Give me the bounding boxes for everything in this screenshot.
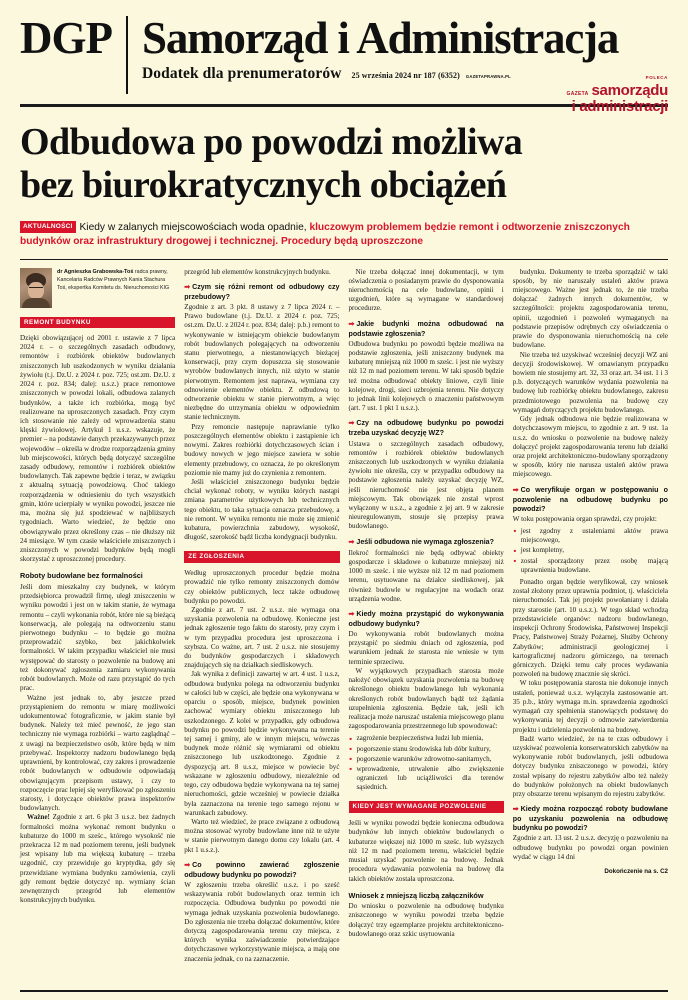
promo-small-label: GAZETA [566, 90, 589, 97]
list-item: ■ pogorszenie stanu środowiska lub dóbr kultury, [357, 745, 504, 754]
question-heading [349, 610, 504, 629]
section-bar-ze-zgloszenia: ZE ZGŁOSZENIA [184, 551, 339, 564]
paragraph: Odbudowa budynku po powodzi będzie możliwa na podstawie zgłoszenia, jeśli zniszczony budynek ma kubaturę mniejszą niż 1000 m sześc. i jest nie wyższy niż 12 m nad poziomem terenu. W taki sposób będzie też można odbudować obiekty liniowe, czyli linie kolejowe, drogi, sieci uzbrojenia terenu. Nie dotyczy to jednak linii kolejowych o znaczeniu państwowym (art. 7 ust. 1 pkt 1 u.s.z.). [348, 339, 504, 413]
avatar-body [22, 298, 50, 308]
continuation-note: Dokończenie na s. C2 [604, 868, 668, 876]
column-3 [349, 268, 504, 980]
promo-kicker: POLECA [645, 75, 668, 80]
important-label: Ważne! [27, 813, 50, 822]
arrow-icon: ➡ [184, 283, 191, 291]
paragraph: Zgodnie z art. 7 ust. 2 u.s.z. nie wymaga ona uzyskania pozwolenia na odbudowę. Konieczne jest jednak zgłoszenie tego faktu do starosty, przy czym i w tym przypadku procedura jest uproszczona i szybsza. Co ważne, art. 7 ust. 2 u.s.z. nie stosujemy do budynków gospodarczych i składowych znajdujących się na działkach siedliskowych. [184, 605, 340, 670]
paragraph: Zgodnie z art. 13 ust. 2 u.s.z. decyzję o pozwoleniu na odbudowę budynku po powodzi organ powinien wydać w ciągu 14 dni [512, 834, 668, 861]
column-4-body [513, 268, 668, 877]
paragraph: Przy remoncie następuje naprawianie tylko poszczególnych elementów obiektu i zastąpienie ich nowymi. Zakres rozbiórki dotychczasowych ścian i budowy nowych w jego miejsce zawiera w sobie elementy przebudowy, co oznacza, że po określonym poziomie nie mamy już do czynienia z remontem. [184, 422, 340, 477]
author-role: radca prawny, Kancelaria Radców Prawnych Kania Stachura Toś, ekspertka Komitetu ds. Nieruchomości KIG [57, 268, 170, 291]
column-2-body [184, 268, 339, 964]
paragraph: Jeśli w wyniku powodzi będzie konieczna odbudowa budynków lub innych obiektów budowlanych o kubaturze większej niż 1000 m sześc. lub wyższych niż 12 m nad poziomem terenu, właściciel będzie musiał uzyskać pozwolenie na budowę. Jednak procedura wydawania pozwolenia na budowę dla takich obiektów została uproszczona. [348, 819, 504, 883]
paragraph: Według uproszczonych procedur będzie można prowadzić nie tylko remonty zniszczonych domów czy obiektów publicznych, lecz także odbudowę budynku po powodzi. [184, 569, 340, 605]
question-text: Jakie budynki można odbudować na podstawie zgłoszenia? [348, 319, 504, 338]
paragraph: W toku postępowania starosta nie dokonuje innych ustaleń, ponieważ u.s.z. wyłączyła zastosowanie art. 35 p.b., który wymaga m.in. sprawdzenia zgodności wymagań czy spełnienia stanowiących podstawę do wykonywania tej decyzji o odmowie zatwierdzenia projektu i udzielenia pozwolenia na budowę. [512, 679, 668, 734]
lede-rule [20, 259, 668, 260]
question-text: Czym się różni remont od odbudowy czy przebudowy? [184, 282, 340, 301]
bullet-list [349, 734, 504, 792]
glasses-icon [29, 287, 43, 291]
paragraph: Gdy jednak odbudowa nie będzie realizowana w dotychczasowym miejscu, to zgodnie z art. 9 ust. 1a u.s.z. do wniosku o pozwolenie na budowę należy dołączyć projekt zagospodarowania terenu lub działki oraz projekt architektoniczno-budowlany sporządzony w sposób, który nie narusza ustaleń aktów prawa miejscowego. [512, 415, 668, 479]
brand-logo: DGP [20, 13, 112, 63]
section-bar-remont: REMONT BUDYNKU [20, 317, 175, 328]
arrow-icon: ➡ [512, 806, 519, 814]
article-columns [20, 268, 668, 980]
lede-red-text: kluczowym problemem będzie remont i odtworzenie zniszczonych budynków oraz infrastruktury drogowej i technicznej. Procedury będą uproszczone [20, 221, 630, 248]
column-2 [184, 268, 339, 980]
paragraph: Do wykonywania robót budowlanych można przystąpić po siedmiu dniach od zgłoszenia, pod warunkiem jednak że starosta nie wniesie w tym terminie sprzeciwu. [348, 629, 504, 666]
lede-black-text: Kiedy w zalanych miejscowościach woda opadnie, [79, 221, 307, 233]
promo-line-2: i administracji [571, 98, 668, 116]
arrow-icon: ➡ [348, 320, 355, 328]
author-name: dr Agnieszka Grabowska-Toś [57, 268, 134, 275]
question-text: Czy na odbudowę budynku po powodzi trzeba uzyskać decyzję WZ? [348, 419, 504, 438]
paragraph: Dzięki obowiązującej od 2001 r. ustawie z 7 lipca 2024 r. – o szczególnych zasadach odbudowy, remontów i rozbiórek obiektów budowlanych zniszczonych lub uszkodzonych w wyniku działania żywiołu (t.j. Dz.U. z 2024 r. poz. 725; ost.zm. Dz.U. z 2024 r. poz. 834; dalej: u.s.z.) prace remontowe zniszczonych w powodzi lokali, odbudowa zalanych budynków, a także ich rozbiórka, mogą być realizowane na uproszczonych zasadach. Przy czym ich stosowanie nie zależy od wprowadzenia stanu klęski żywiołowej. Artykuł 1 u.s.z. wskazuje, że premier – na podstawie danych przekazywanych przez wojewodów – określa w drodze rozporządzenia gminy lub miejscowości, których będą dotyczyć szczególne zasady odbudowy, remontów i rozbiórek obiektów budowlanych. Tak zapewne będzie i teraz, w związku z aktualną sytuacją powodziową. Choć takiego rozporządzenia w odniesieniu do tych wszystkich gmin, które ucierpiały w wyniku powodzi, jeszcze nie ma, można się już spodziewać w najbliższych tygodniach. Warto wiedzieć, że będzie ono obowiązywało przez określony czas – nie dłuższy niż 24 miesiące. W tym czasie właściciele zniszczonych i zniszczonych w powodzi budynków będą mogli skorzystać z uproszczonej procedury. [20, 333, 176, 564]
paragraph-text: Zgodnie z art. 6 pkt 3 u.s.z. bez żadnych formalności można wykonać remont budynku o kubaturze do 1000 m sześc., którego wysokość nie przekracza 12 m nad poziomem terenu, jeśli budynek jest wpisany lub ma większą kubaturę – trzeba uzgodnić, czy przewiduje go kryptydka, gdy się przewidziane wymiana budynku zamówienia, czyli gdy remont będzie dotyczyć np. wymiany ścian zewnętrznych przegród lub elementów konstrukcyjnych budynku. [20, 813, 176, 905]
question-heading [184, 861, 339, 880]
site-url: GAZETAPRAWNA.PL [465, 74, 511, 79]
paragraph: Badź warto wiedzieć, że na te czas odbudowy i uzyskiwać pozwolenia konserwatorskich zabytków na wykonywanie robót budowlanych, jeśli odbudowa dotyczy budynku zniszczonego w powodzi, który został wpisany do rejestru zabytków albo też należy do budynków położonych na obiekt budowlanych przy obszarze terenu wpisanym do rejestru zabytków. [512, 734, 668, 799]
paragraph: Nie trzeba dołączać innej dokumentacji, w tym oświadczenia o posiadanym prawie do dysponowania nieruchomością na cele budowlane, opinii i uzgodnień, które są wymagane w standardowej procedurze. [348, 267, 504, 313]
question-heading [184, 283, 339, 302]
paragraph: Jeśli dom mieszkalny czy budynek, w którym przedsiębiorca prowadził firmę, uległ zniszczeniu w wyniku powodzi i jest on w takim stanie, że wymaga remontu – czyli wykonania robót, które nie są bieżącą konserwacją, ale polegają na odtworzeniu stanu pierwotnego budynku – to będzie go można przeprowadzić szybko, bez jakichkolwiek formalności. W takim przypadku właściciel nie musi występować do starosty o pozwolenie na budowę ani też dokonywać zgłoszenia zamiaru wykonywania robót budowlanych. Może od razu przystąpić do tych prac. [20, 582, 176, 693]
paragraph: Ponadto organ będzie weryfikował, czy wniosek został złożony przez uprawnia podmiot, tj. właściciela nieruchomości. Tak jej projekt powołaniany i działa przy starostie (art. 10 u.s.z.). W tego skład wchodzą przedstawiciele organów: nadzoru budowlanego, inspekcji Ochrony Środowiska, Państwowej Inspekcji Pracy, Państwowej Straży Pożarnej, Służby Ochrony Zabytków; administracji geologicznej i kartograficznej nadzoru górniczego, na terenach górniczych. Dzięki temu cały proces wydawania pozwoleń na budowę znacznie się skróci. [512, 578, 668, 679]
arrow-icon: ➡ [348, 538, 355, 546]
list-item: ■ pogorszenie warunków zdrowotno-sanitarnych, [357, 755, 504, 764]
question-heading [513, 486, 668, 514]
bullet-list [513, 527, 668, 575]
paragraph: W toku postępowania organ sprawdzi, czy projekt: [512, 514, 657, 523]
section-title: Samorząd i Administracja [142, 13, 619, 63]
question-text: Kiedy można rozpocząć roboty budowlane po uzyskaniu pozwolenia na odbudowę budynku po powodzi? [512, 805, 668, 833]
page-title [20, 121, 668, 208]
paragraph: W wyjątkowych przypadkach starosta może nałożyć obowiązek uzyskania pozwolenia na budowę określonego obiektu budowlanego lub wykonania określonych robót budowlanych bądź też żądania uzupełnienia zgłoszenia. Będzie tak, jeśli ich realizacja może naruszać ustalenia miejscowego planu zagospodarowania przestrzennego lub spowodować: [348, 666, 504, 731]
list-item: ■ wprowadzenie, utrwalenie albo zwiększenie ograniczeń lub uciążliwości dla terenów sąsiednich. [357, 765, 504, 793]
column-3-body [349, 268, 504, 940]
paragraph: Ilekroć formalności nie będą odbywać obiekty gospodarcze i składowe o kubaturze mniejszej niż 1000 m sześc. i nie wyższe niż 12 m nad poziomem terenu, usytuowane na działce siedliskowej, jak również budowle w regulacyjne na wodach oraz urządzenia wodne. [348, 548, 504, 603]
paragraph: Ważne jest jednak to, aby jeszcze przed przystąpieniem do remontu w miarę możliwości udokumentować fotograficznie, w jakim stanie był budynek. Należy też mieć pewność, że jego stan techniczny nie wymaga rozbiórki – warto zaglądnąć – z uwagi na bezpieczeństwo osób, które będą w nim przebywać. Inspektorzy nadzoru budowlanego będą uprawnieni, by kontrolować, czy zakres i prowadzenie robót budowlanych w odbudowie odpowiadają obowiązującym przepisom ustawy, i czy to rozpoczęcie prac lepiej się weryfikować po zgłoszeniu starosty, i dotyczące obiektów prawa inspektorów budowlanych. [20, 693, 176, 813]
page-bottom-rule [20, 990, 668, 993]
question-heading [349, 538, 504, 548]
promo-badge [567, 76, 668, 115]
column-1 [20, 268, 175, 980]
list-item: ■ został sporządzony przez osobę mającą uprawnienia budowlane. [521, 557, 668, 575]
category-tag: AKTUALNOŚCI [20, 221, 76, 233]
paragraph: Jeśli właściciel zniszczonego budynku będzie chciał wykonać roboty, w wyniku których nastąpi zmiana parametrów użytkowych lub technicznych tego obiektu, to taka sytuacja oznacza przebudowę, a nie remont. W wyniku remontu nie może się zmienić kubatura, powierzchnia zabudowy, wysokość, długość, szerokość bądź liczba kondygnacji budynku. [184, 478, 340, 542]
paragraph: Nie trzeba też uzyskiwać wcześniej decyzji WZ ani decyzji środowiskowej. W omawianym przypadku bowiem nie stosujemy art. 32, 33 oraz art. 34 ust. 1 i 3 p.b. dotyczących warunków wydania pozwolenia na budowę lub rozbiórkę obiektu budowlanego, zakresu przedmiotowego pozwolenia na budowę czy wymagań dotyczących projektu budowlanego. [512, 350, 668, 414]
paragraph: budynku. Dokumenty te trzeba sporządzić w taki sposób, by nie naruszały ustaleń aktów prawa miejscowego. Ważne jest jednak to, że nie trzeba dołączać żadnych innych dokumentów, w szczególności: projektu zagospodarowania terenu, opinii, uzgodnień i pozwoleń wymaganych na podstawie przepisów odrębnych czy oświadczenia o prawie do dysponowania nieruchomością na cele budowlane. [512, 267, 668, 350]
question-text: Kiedy można przystąpić do wykonywania odbudowy budynku? [348, 609, 504, 628]
paragraph: przegród lub elementów konstrukcyjnych budynku. [184, 267, 331, 276]
arrow-icon: ➡ [512, 486, 519, 494]
byline [20, 268, 175, 308]
list-item: ■ zagrożenie bezpieczeństwa ludzi lub mienia, [357, 734, 504, 743]
list-item: ■ jest zgodny z ustaleniami aktów prawa miejscowego, [521, 527, 668, 545]
question-text: Jeśli odbudowa nie wymaga zgłoszenia? [356, 537, 494, 546]
promo-line-1: samorządu [591, 81, 668, 99]
paragraph: W zgłoszeniu trzeba określić u.s.z. i po sześć wskazywania robót budowlanych oraz termin ich rozpoczęcia. Odbudowa budynku po powodzi nie wymaga jednak uzyskania pozwolenia budowlanego. Do zgłoszenia nie trzeba dołączać dokumentów, które dotyczą zagospodarowania terenu czy miejsca, z których wynika zaświadczenie potwierdzające dotychczasowe wykorzystywanie miejsca, a mają one znaczenia jednak, co na zaznaczenie. [184, 880, 340, 963]
supplement-label: Dodatek dla prenumeratorów [142, 65, 342, 82]
question-text: Co powinno zawierać zgłoszenie odbudowy budynku po powodzi? [184, 860, 340, 879]
headline-line-2: bez biurokratycznych obciążeń [20, 164, 507, 207]
column-1-body [20, 334, 175, 906]
list-item: ■ jest kompletny, [521, 546, 668, 555]
subheading: Wniosek z mniejszą liczbą załączników [348, 890, 484, 900]
question-heading [349, 320, 504, 339]
paragraph: Ustawa o szczególnych zasadach odbudowy, remontów i rozbiórek obiektów budowlanych zniszczonych lub uszkodzonych w wyniku działania żywiołu nie określa, czy w przypadku odbudowy na podstawie zgłoszenia należy uzyskać decyzję WZ, jeśli nieruchomość nie jest objęta planem miejscowym. Tak obowiązek nie został wprost wyłączony w u.s.z., a zgodnie z jej art. 9 w zakresie nieuregulowanym, stosuje się przepisy prawa budowlanego. [348, 439, 504, 531]
article-lede [20, 221, 668, 250]
question-heading [349, 419, 504, 438]
arrow-icon: ➡ [348, 420, 355, 428]
paragraph: Jak wynika z definicji zawartej w art. 4 ust. 1 u.s.z, odbudowa budynku polega na odtworzeniu budynku w całości lub w części, ale będzie ona wykonywana w oparciu o sposób, miejsce, budynek powinien zachować wymiary obiektu zniszczonego lub uszkodzonego. Z kolei w przypadku, gdy odbudowa budynku po powodzi będzie wykonywana na terenie tej samej i gminy, ale w innym miejscu, wówczas budynek może różnić się wymiarami od obiektu zniszczonego lub uszkodzonego. Zgodnie z dyspozycją art. 8 u.s.z, miejsce w powiecie być wskazane w zgłoszeniu odbudowy, niezależnie od tego, czy odbudowa będzie wykonywana na tej samej nieruchomości, gdzie wcześniej w powiecie działka była zaznaczona na terenie tego samego rejonu w warunkach zabudowy. [184, 670, 340, 817]
column-4 [513, 268, 668, 980]
question-text: Co weryfikuje organ w postępowaniu o pozwolenie na odbudowę budynku po powodzi? [512, 485, 668, 513]
arrow-icon: ➡ [348, 610, 355, 618]
paragraph [20, 813, 175, 905]
arrow-icon: ➡ [184, 861, 191, 869]
masthead-divider [126, 16, 128, 94]
author-avatar [20, 268, 52, 308]
paragraph: Zgodnie z art. 3 pkt. 8 ustawy z 7 lipca 2024 r. – Prawo budowlane (t.j. Dz.U. z 2024 r. poz. 725; ost.zm. Dz.U. z 2024 r. poz. 834; dalej: p.b.) remont to wykonywanie w istniejącym obiekcie budowlanym robót budowlanych polegających na odtworzeniu stanu pierwotnego, a niestanowiących bieżącej konserwacji, przy czym dopuszcza się stosowanie wyrobów budowlanych innych, niż użyto w stanie pierwotnym. Remontem jest naprawa, wymiana czy odnowienie elementów obiektu. Z odbudową to odtworzenie obiektu w stanie pierwotnym, a więc niezbędne do utrzymania obiektu w odpowiednim stanie technicznym. [184, 302, 340, 422]
headline-line-1: Odbudowa po powodzi możliwa [20, 121, 523, 163]
section-bar-kiedy-pozwolenie: KIEDY JEST WYMAGANE POZWOLENIE [349, 801, 504, 814]
question-heading [513, 805, 668, 833]
subheading: Roboty budowlane bez formalności [20, 571, 143, 581]
paragraph: Do wniosku o pozwolenie na odbudowę budynku zniszczonego w wyniku powodzi trzeba będzie dołączyć trzy egzemplarze projektu architektoniczno-budowlanego oraz szkic usytuowania [348, 902, 504, 938]
byline-text [57, 268, 175, 308]
issue-date: 25 września 2024 nr 187 (6352) [351, 71, 460, 80]
paragraph: Warto też wiedzieć, że prace związane z odbudową można stosować wyroby budowlane inne niż te użyte w stanie pierwotnym danego domu czy lokalu (art. 4 pkt 1 u.s.z.). [184, 817, 340, 854]
